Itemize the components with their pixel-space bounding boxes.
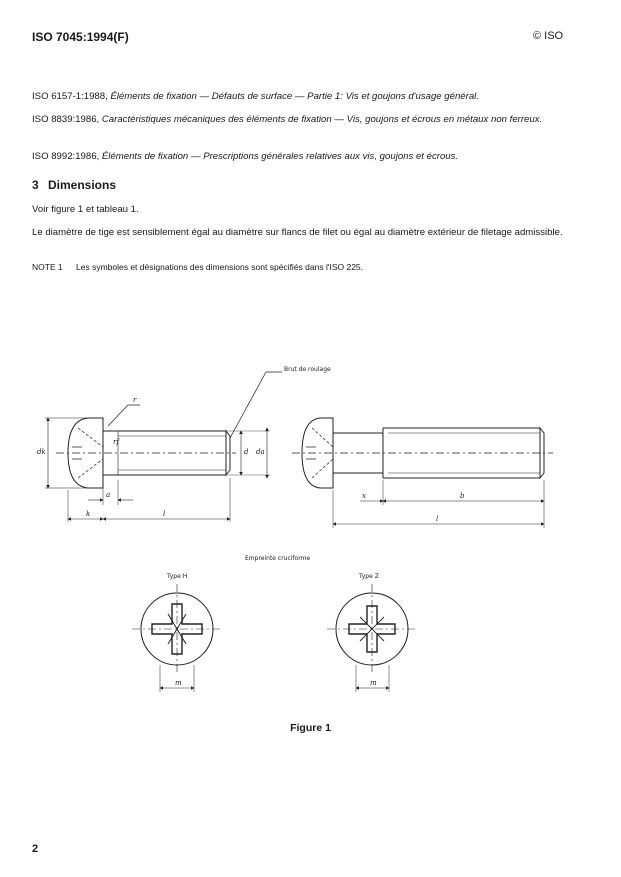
dim-da: da <box>256 448 265 456</box>
note-text: Les symboles et désignations des dimensions sont spécifiés dans l'ISO 225. <box>76 262 364 272</box>
standard-id: ISO 7045:1994(F) <box>32 30 129 44</box>
type-z-recess <box>327 584 417 692</box>
reference-code: ISO 8992:1986, <box>32 151 102 162</box>
paragraph-see-figure: Voir figure 1 et tableau 1. <box>32 204 139 215</box>
reference-title: Éléments de fixation — Prescriptions générales relatives aux vis, goujons et écrous. <box>101 151 459 162</box>
page-number: 2 <box>32 843 39 855</box>
label-type-z: Type Z <box>359 573 379 580</box>
reference-title: Caractéristiques mécaniques des éléments de fixation — Vis, goujons et écrous en métaux non ferreux. <box>101 114 543 125</box>
dim-rf: rf <box>113 438 119 446</box>
copyright: © ISO <box>533 30 564 42</box>
dim-r: r <box>133 396 137 404</box>
figure-caption: Figure 1 <box>290 722 331 734</box>
reference-code: ISO 6157-1:1988, <box>32 91 111 102</box>
dim-dk: dk <box>37 448 46 456</box>
dim-d: d <box>244 448 249 456</box>
dim-b: b <box>460 492 465 500</box>
label-rolling: Brut de roulage <box>284 366 331 373</box>
right-screw-view <box>292 418 553 528</box>
dim-m-h: m <box>175 679 182 687</box>
dim-a: a <box>106 491 111 499</box>
dim-l-left: l <box>163 510 166 518</box>
left-screw-view <box>45 372 282 522</box>
dim-m-z: m <box>370 679 377 687</box>
reference-code: ISO 8839:1986, <box>32 114 102 125</box>
paragraph-shank-diameter: Le diamètre de tige est sensiblement égal au diamètre sur flancs de filet ou égal au diamètre extérieur de filetage admissible. <box>32 227 563 238</box>
section-title: Dimensions <box>48 178 117 192</box>
section-number: 3 <box>32 178 39 192</box>
label-recess: Empreinte cruciforme <box>245 555 311 562</box>
dim-k: k <box>86 510 91 518</box>
dim-l-right: l <box>436 515 439 523</box>
reference-title: Éléments de fixation — Défauts de surface — Partie 1: Vis et goujons d'usage général. <box>110 91 479 102</box>
type-h-recess <box>132 584 222 692</box>
label-type-h: Type H <box>167 573 188 580</box>
dim-x: x <box>362 492 366 500</box>
note-label: NOTE 1 <box>32 262 63 272</box>
